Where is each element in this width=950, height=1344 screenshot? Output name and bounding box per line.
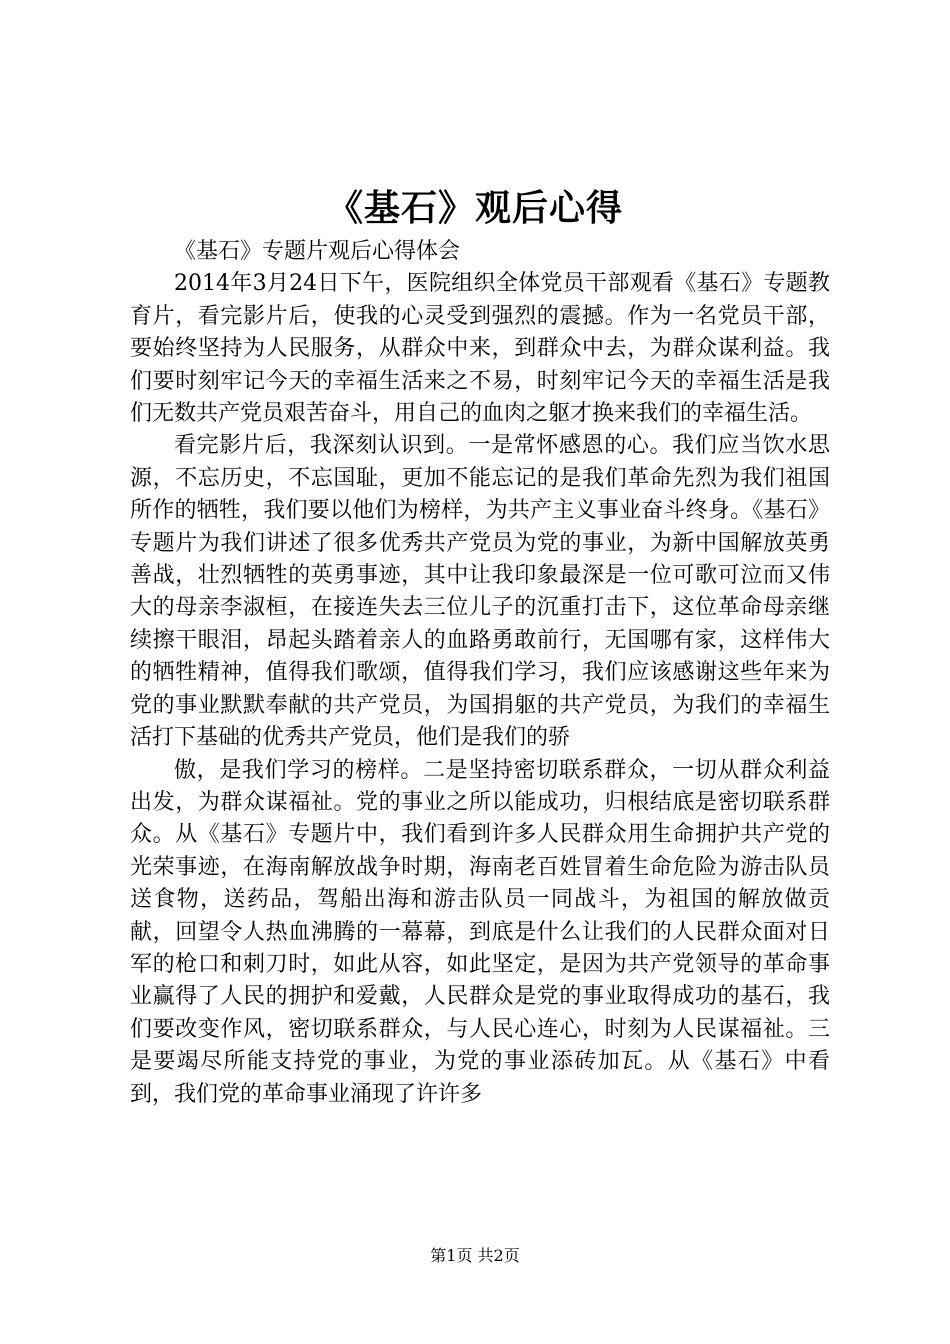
paragraph-subtitle: 《基石》专题片观后心得体会 xyxy=(174,239,461,264)
document-body xyxy=(130,236,830,1111)
paragraph: 傲，是我们学习的榜样。二是坚持密切联系群众，一切从群众利益出发，为群众谋福祉。党的事业之所以能成功，归根结底是密切联系群众。从《基石》专题片中，我们看到许多人民群众用生命拥护共产党的光荣事迹，在海南解放战争时期，海南老百姓冒着生命危险为游击队员送食物，送药品，驾船出海和游击队员一同战斗，为祖国的解放做贡献，回望令人热血沸腾的一幕幕，到底是什么让我们的人民群众面对日军的枪口和刺刀时，如此从容，如此坚定，是因为共产党领导的革命事业赢得了人民的拥护和爱戴，人民群众是党的事业取得成功的基石，我们要改变作风，密切联系群众，与人民心连心，时刻为人民谋福祉。三是要竭尽所能支持党的事业，为党的事业添砖加瓦。从《基石》中看到，我们党的革命事业涌现了许许多 xyxy=(130,757,830,1107)
paragraph: 2014年3月24日下午，医院组织全体党员干部观看《基石》专题教育片，看完影片后，使我的心灵受到强烈的震撼。作为一名党员干部，要始终坚持为人民服务，从群众中来，到群众中去，为群众谋利益。我们要时刻牢记今天的幸福生活来之不易，时刻牢记今天的幸福生活是我们无数共产党员艰苦奋斗，用自己的血肉之躯才换来我们的幸福生活。 xyxy=(130,271,830,427)
paragraph: 看完影片后，我深刻认识到。一是常怀感恩的心。我们应当饮水思源，不忘历史，不忘国耻，更加不能忘记的是我们革命先烈为我们祖国所作的牺牲，我们要以他们为榜样，为共产主义事业奋斗终身。《基石》专题片为我们讲述了很多优秀共产党员为党的事业，为新中国解放英勇善战，壮烈牺牲的英勇事迹，其中让我印象最深是一位可歌可泣而又伟大的母亲李淑桓，在接连失去三位儿子的沉重打击下，这位革命母亲继续擦干眼泪，昂起头踏着亲人的血路勇敢前行，无国哪有家，这样伟大的牺牲精神，值得我们歌颂，值得我们学习，我们应该感谢这些年来为党的事业默默奉献的共产党员，为国捐躯的共产党员，为我们的幸福生活打下基础的优秀共产党员，他们是我们的骄 xyxy=(130,433,830,751)
page-number-footer: 第1页 共2页 xyxy=(430,1246,520,1265)
document-title: 《基石》观后心得 xyxy=(326,187,623,229)
